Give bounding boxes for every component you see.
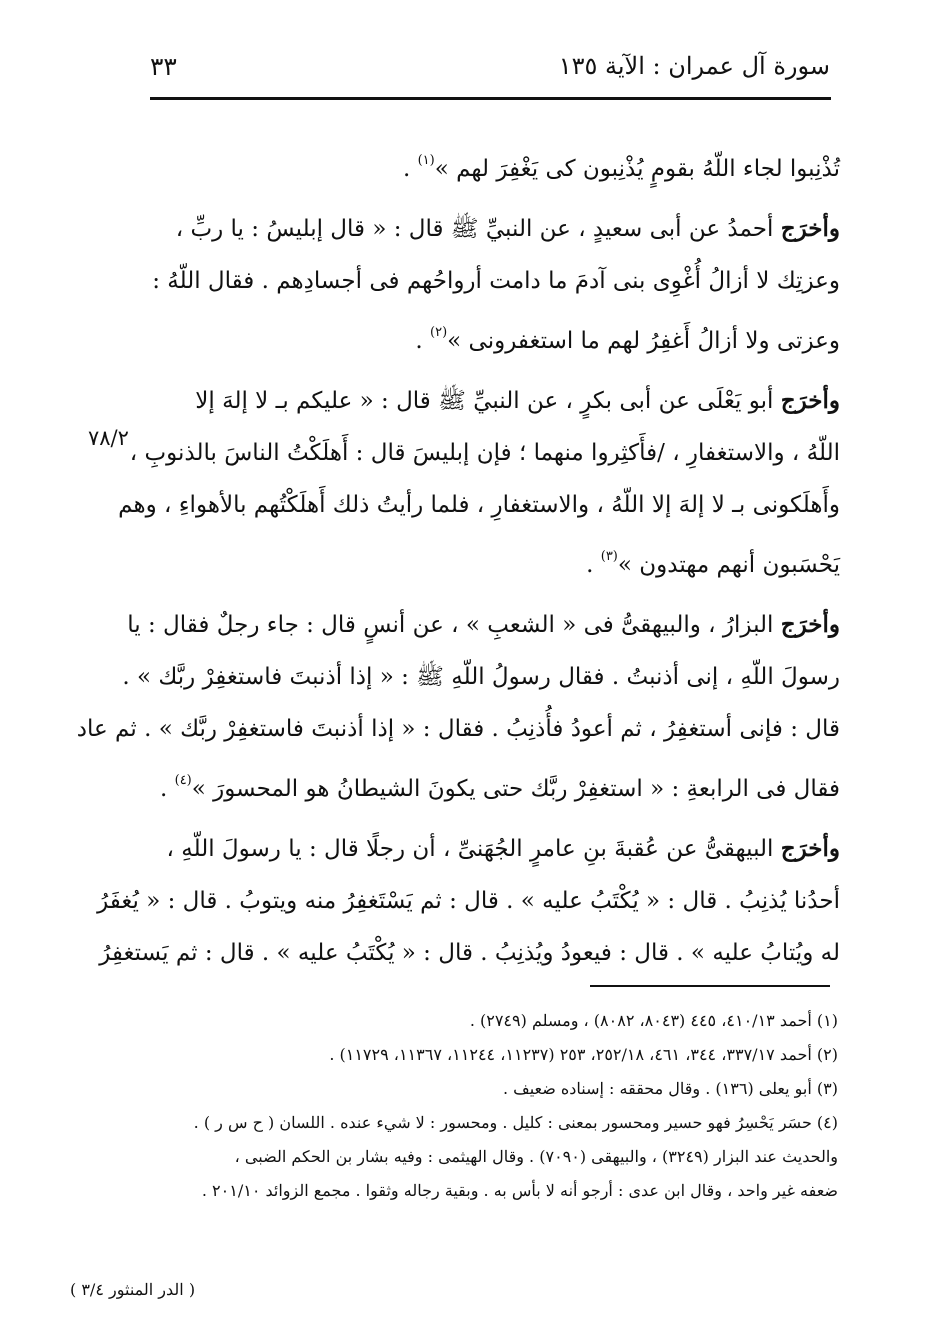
line-text: أحمدُ عن أبى سعيدٍ ، عن النبيِّ ﷺ قال : « قال إبليسُ : يا ربِّ ، — [175, 216, 774, 242]
page-header — [150, 52, 830, 88]
footnote-line: والحديث عند البزار (٣٢٤٩) ، والبيهقى (٧٠٩٠) . وقال الهيثمى : وفيه بشار بن الحكم الضبى ، — [234, 1147, 838, 1166]
paragraph-gap — [150, 359, 840, 375]
paragraph — [150, 203, 840, 359]
paragraph-gap — [150, 583, 840, 599]
line-text: أبو يَعْلَى عن أبى بكرٍ ، عن النبيِّ ﷺ قال : « عليكم بـ لا إلهَ إلا — [195, 388, 774, 414]
footnote-marker: (٤) — [174, 773, 192, 788]
line-text: يَحْسَبون أنهم مهتدون » — [617, 552, 840, 578]
lead-keyword: وأخرَج — [780, 387, 840, 414]
line-text: وعزتى ولا أزالُ أَغفِرُ لهم ما استغفرونى » — [447, 328, 840, 354]
line-text: تُذْنِبوا لجاء اللّهُ بقومٍ يُذْنِبون كى يَغْفِرَ لهم » — [434, 156, 840, 182]
footnote-marker: (١) — [417, 153, 435, 168]
text-line — [97, 875, 840, 927]
text-line — [127, 599, 840, 651]
footnotes — [140, 1004, 838, 1208]
lead-keyword: وأخرَج — [780, 835, 840, 862]
line-text: قال : فإنى أستغفِرُ ، ثم أعودُ فأُذنِبُ . فقال : « إذا أذنبتَ فاستغفِرْ ربَّك » . ثم عاد — [76, 716, 840, 742]
page-number: ٣٣ — [150, 52, 177, 81]
lead-keyword: وأخرَج — [780, 611, 840, 638]
line-text: وأَهلَكونى بـ لا إلهَ إلا اللّهُ ، والاستغفارِ ، فلما رأيتُ ذلك أَهلَكْتُهم بالأهواءِ ، وهم — [118, 492, 840, 518]
text-line — [150, 755, 840, 807]
paragraph — [76, 599, 840, 807]
line-text: رسولَ اللّهِ ، إنى أذنبتُ . فقال رسولُ اللّهِ ﷺ : « إذا أذنبتَ فاستغفِرْ ربَّك » . — [122, 664, 840, 690]
line-end-punctuation: . — [586, 552, 594, 578]
text-line — [118, 479, 840, 531]
footnote-line: (٤) حسَر يَحْسِرُ فهو حسير ومحسور بمعنى : كليل . ومحسور : لا شيء عنده . اللسان ( ح س ر ) . — [193, 1113, 838, 1132]
text-line — [150, 307, 840, 359]
footnote-line: (١) أحمد ٤١٠/١٣، ٤٤٥ (٨٠٤٣، ٨٠٨٢) ، ومسلم (٢٧٤٩) . — [469, 1011, 838, 1030]
text-line — [76, 703, 840, 755]
book-signature: ( الدر المنثور ٣/٤ ) — [70, 1280, 196, 1299]
text-line — [150, 203, 840, 255]
lead-keyword: وأخرَج — [780, 215, 840, 242]
footnote-rule — [590, 985, 830, 987]
line-end-punctuation: . — [159, 776, 168, 802]
text-line — [150, 375, 840, 427]
line-end-punctuation: . — [402, 156, 411, 182]
footnote-marker: (٢) — [430, 325, 448, 340]
text-line — [150, 255, 840, 307]
paragraph — [97, 823, 840, 979]
footnote-line: ضعفه غير واحد ، وقال ابن عدى : أرجو أنه لا بأس به . وبقية رجاله وثقوا . مجمع الزوائد ٢٠١/١٠ . — [201, 1181, 838, 1200]
margin-volume-page-note: ٧٨/٢ — [88, 426, 129, 450]
text-line — [150, 135, 840, 187]
paragraph-gap — [150, 187, 840, 203]
footnote-line: (٣) أبو يعلى (١٣٦) . وقال محققه : إسناده ضعيف . — [502, 1079, 838, 1098]
line-text: البيهقىُّ عن عُقبةَ بنِ عامرٍ الجُهَنىِّ ، أن رجلًا قال : يا رسولَ اللّهِ ، — [166, 836, 774, 862]
text-line — [129, 427, 840, 479]
line-text: اللّهُ ، والاستغفارِ ، /فأَكثِروا منهما ؛ فإن إبليسَ قال : أَهلَكْتُ الناسَ بالذنوبِ ، — [129, 440, 840, 466]
line-text: أحدُنا يُذنِبُ . قال : « يُكْتَبُ عليه » . قال : ثم يَسْتَغفِرُ منه ويتوبُ . قال : « يُغفَرُ — [97, 888, 840, 914]
text-line — [99, 927, 840, 979]
running-title: سورة آل عمران : الآية ١٣٥ — [558, 52, 830, 80]
paragraph — [118, 375, 840, 583]
paragraph-gap — [150, 807, 840, 823]
text-line — [150, 823, 840, 875]
text-line — [122, 651, 840, 703]
footnote-marker: (٣) — [600, 549, 618, 564]
text-line — [150, 531, 840, 583]
header-rule — [150, 97, 831, 100]
paragraph — [150, 135, 840, 187]
line-end-punctuation: . — [415, 328, 423, 354]
line-text: وعزتِك لا أزالُ أُغْوِى بنى آدمَ ما دامت أرواحُهم فى أجسادِهم . فقال اللّهُ : — [152, 268, 840, 294]
line-text: البزارُ ، والبيهقىُّ فى « الشعبِ » ، عن أنسٍ قال : جاء رجلٌ فقال : يا — [127, 612, 774, 638]
line-text: له ويُتابُ عليه » . قال : فيعودُ ويُذنِبُ . قال : « يُكْتَبُ عليه » . قال : ثم يَستغفِرُ — [99, 940, 840, 966]
footnote-line: (٢) أحمد ٣٣٧/١٧، ٣٤٤، ٤٦١، ٢٥٢/١٨، ٢٥٣ (١١٢٣٧، ١١٢٤٤، ١١٣٦٧، ١١٧٢٩) . — [329, 1045, 838, 1064]
line-text: فقال فى الرابعةِ : « استغفِرْ ربَّك حتى يكونَ الشيطانُ هو المحسورَ » — [191, 776, 840, 802]
